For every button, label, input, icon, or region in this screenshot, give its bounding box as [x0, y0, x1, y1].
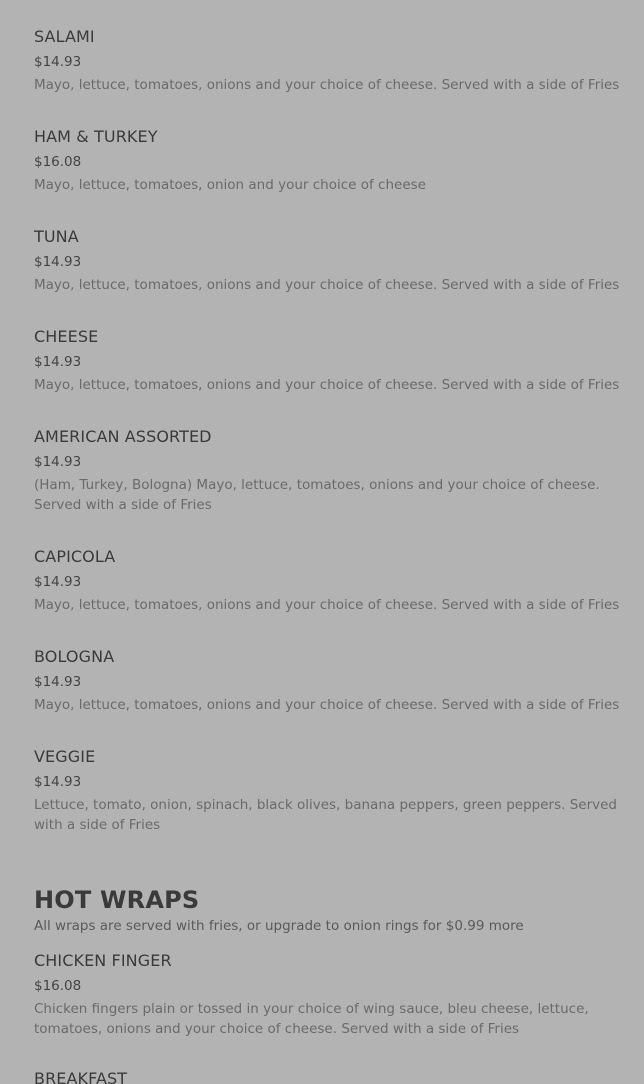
menu-item[interactable]: [34, 127, 624, 195]
item-price: $14.93: [34, 54, 82, 70]
item-price: $14.93: [34, 254, 82, 270]
item-price: $16.08: [34, 978, 82, 994]
menu-item[interactable]: [34, 1069, 624, 1084]
item-name: CHEESE: [34, 327, 99, 346]
menu-item[interactable]: [34, 747, 624, 835]
menu-item[interactable]: [34, 951, 624, 1039]
section-subtitle: All wraps are served with fries, or upgrade to onion rings for $0.99 more: [34, 918, 524, 934]
item-name: BREAKFAST: [34, 1069, 128, 1084]
menu-item[interactable]: [34, 427, 624, 515]
item-name: VEGGIE: [34, 747, 96, 766]
item-name: BOLOGNA: [34, 647, 115, 666]
item-description: (Ham, Turkey, Bologna) Mayo, lettuce, tomatoes, onions and your choice of cheese. Served with a side of Fries: [34, 477, 600, 513]
item-description: Lettuce, tomato, onion, spinach, black olives, banana peppers, green peppers. Served with a side of Fries: [34, 797, 617, 833]
menu-item[interactable]: [34, 547, 624, 615]
item-name: SALAMI: [34, 27, 95, 46]
item-description: Mayo, lettuce, tomatoes, onions and your choice of cheese. Served with a side of Fries: [34, 597, 620, 613]
item-description: Mayo, lettuce, tomatoes, onion and your choice of cheese: [34, 177, 426, 193]
item-description: Mayo, lettuce, tomatoes, onions and your choice of cheese. Served with a side of Fries: [34, 277, 620, 293]
item-description: Chicken fingers plain or tossed in your choice of wing sauce, bleu cheese, lettuce, tomatoes, onions and your choice of cheese. Served with a side of Fries: [34, 1001, 589, 1037]
item-description: Mayo, lettuce, tomatoes, onions and your choice of cheese. Served with a side of Fries: [34, 77, 620, 93]
item-description: Mayo, lettuce, tomatoes, onions and your choice of cheese. Served with a side of Fries: [34, 377, 620, 393]
item-price: $14.93: [34, 774, 82, 790]
item-price: $14.93: [34, 574, 82, 590]
menu-item[interactable]: [34, 327, 624, 395]
section-title: HOT WRAPS: [34, 886, 200, 914]
item-name: CHICKEN FINGER: [34, 951, 172, 970]
item-name: HAM & TURKEY: [34, 127, 158, 146]
item-name: AMERICAN ASSORTED: [34, 427, 212, 446]
menu-item[interactable]: [34, 27, 624, 95]
item-description: Mayo, lettuce, tomatoes, onions and your choice of cheese. Served with a side of Fries: [34, 697, 620, 713]
item-name: CAPICOLA: [34, 547, 116, 566]
item-price: $14.93: [34, 354, 82, 370]
item-price: $16.08: [34, 154, 82, 170]
item-price: $14.93: [34, 454, 82, 470]
menu-item[interactable]: [34, 227, 624, 295]
item-name: TUNA: [34, 227, 79, 246]
menu-item[interactable]: [34, 647, 624, 715]
item-price: $14.93: [34, 674, 82, 690]
